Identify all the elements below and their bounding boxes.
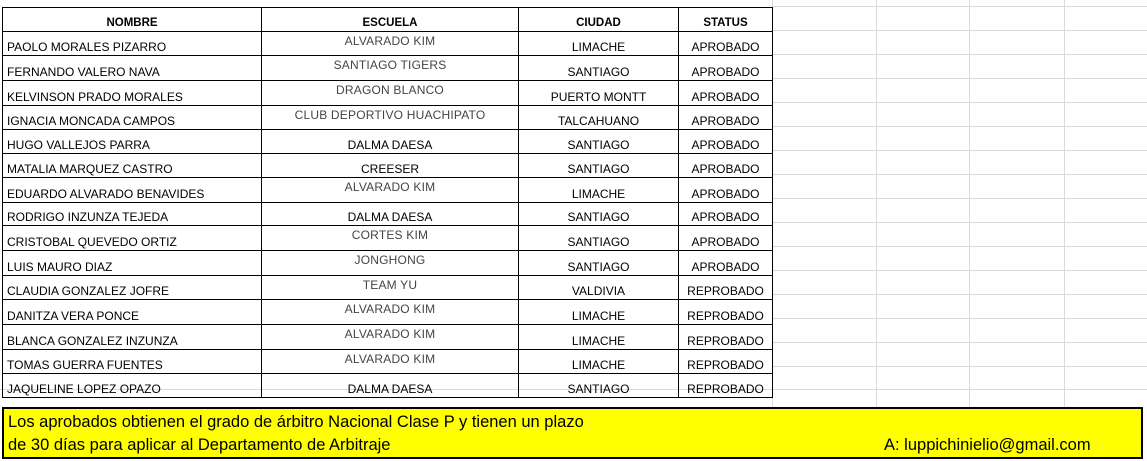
cell-nombre[interactable]: RODRIGO INZUNZA TEJEDA	[3, 202, 262, 226]
cell-escuela[interactable]: CREESER	[262, 154, 519, 178]
cell-nombre[interactable]: EDUARDO ALVARADO BENAVIDES	[3, 177, 262, 202]
gridline	[969, 0, 970, 408]
table-row	[3, 56, 773, 81]
cell-status[interactable]: APROBADO	[679, 105, 773, 130]
cell-status[interactable]: REPROBADO	[679, 324, 773, 349]
table-row	[3, 226, 773, 251]
gridline	[876, 0, 877, 408]
table-row	[3, 324, 773, 349]
gridline	[772, 342, 1147, 343]
cell-ciudad[interactable]: LIMACHE	[519, 177, 679, 202]
header-status[interactable]: STATUS	[679, 8, 773, 32]
cell-ciudad[interactable]: SANTIAGO	[519, 130, 679, 154]
table-row	[3, 154, 773, 178]
cell-nombre[interactable]: KELVINSON PRADO MORALES	[3, 81, 262, 106]
cell-escuela[interactable]: ALVARADO KIM	[262, 177, 519, 202]
table-row	[3, 130, 773, 154]
cell-nombre[interactable]: IGNACIA MONCADA CAMPOS	[3, 105, 262, 130]
cell-nombre[interactable]: FERNANDO VALERO NAVA	[3, 56, 262, 81]
table-row	[3, 202, 773, 226]
results-table	[2, 7, 773, 398]
gridline	[772, 54, 1147, 55]
cell-status[interactable]: REPROBADO	[679, 374, 773, 398]
gridline	[772, 318, 1147, 319]
cell-nombre[interactable]: MATALIA MARQUEZ CASTRO	[3, 154, 262, 178]
table-row	[3, 349, 773, 374]
gridline	[1064, 0, 1065, 408]
cell-nombre[interactable]: CRISTOBAL QUEVEDO ORTIZ	[3, 226, 262, 251]
cell-status[interactable]: APROBADO	[679, 202, 773, 226]
gridline	[772, 102, 1147, 103]
cell-status[interactable]: APROBADO	[679, 56, 773, 81]
gridline	[772, 270, 1147, 271]
cell-status[interactable]: REPROBADO	[679, 300, 773, 325]
cell-nombre[interactable]: JAQUELINE LOPEZ OPAZO	[3, 374, 262, 398]
table-row	[3, 177, 773, 202]
table-row	[3, 275, 773, 300]
cell-ciudad[interactable]: SANTIAGO	[519, 154, 679, 178]
cell-status[interactable]: APROBADO	[679, 177, 773, 202]
cell-status[interactable]: REPROBADO	[679, 275, 773, 300]
cell-escuela[interactable]: ALVARADO KIM	[262, 349, 519, 374]
cell-ciudad[interactable]: SANTIAGO	[519, 374, 679, 398]
gridline	[772, 174, 1147, 175]
gridline	[772, 198, 1147, 199]
cell-status[interactable]: APROBADO	[679, 226, 773, 251]
gridline	[772, 78, 1147, 79]
header-escuela[interactable]: ESCUELA	[262, 8, 519, 32]
cell-escuela[interactable]: ALVARADO KIM	[262, 324, 519, 349]
cell-ciudad[interactable]: LIMACHE	[519, 31, 679, 56]
cell-escuela[interactable]: DALMA DAESA	[262, 130, 519, 154]
cell-nombre[interactable]: LUIS MAURO DIAZ	[3, 250, 262, 275]
table-row	[3, 31, 773, 56]
table-row	[3, 81, 773, 106]
gridline	[772, 6, 1147, 7]
header-nombre[interactable]: NOMBRE	[3, 8, 262, 32]
cell-escuela[interactable]: DALMA DAESA	[262, 374, 519, 398]
cell-escuela[interactable]: CLUB DEPORTIVO HUACHIPATO	[262, 105, 519, 130]
cell-ciudad[interactable]: SANTIAGO	[519, 202, 679, 226]
header-ciudad[interactable]: CIUDAD	[519, 8, 679, 32]
cell-status[interactable]: APROBADO	[679, 250, 773, 275]
cell-status[interactable]: APROBADO	[679, 130, 773, 154]
gridline	[772, 366, 1147, 367]
header-row	[3, 8, 773, 32]
notice-line-2: de 30 días para aplicar al Departamento de Arbitraje	[8, 436, 391, 454]
contact-email: A: luppichinielio@gmail.com	[884, 436, 1091, 454]
cell-ciudad[interactable]: PUERTO MONTT	[519, 81, 679, 106]
cell-escuela[interactable]: JONGHONG	[262, 250, 519, 275]
gridline	[772, 126, 1147, 127]
cell-status[interactable]: APROBADO	[679, 154, 773, 178]
notice-box[interactable]	[2, 407, 1143, 459]
cell-nombre[interactable]: DANITZA VERA PONCE	[3, 300, 262, 325]
cell-ciudad[interactable]: VALDIVIA	[519, 275, 679, 300]
cell-escuela[interactable]: DRAGON BLANCO	[262, 81, 519, 106]
cell-ciudad[interactable]: TALCAHUANO	[519, 105, 679, 130]
gridline	[772, 222, 1147, 223]
gridline	[772, 294, 1147, 295]
cell-ciudad[interactable]: LIMACHE	[519, 349, 679, 374]
cell-status[interactable]: APROBADO	[679, 81, 773, 106]
cell-escuela[interactable]: ALVARADO KIM	[262, 31, 519, 56]
cell-ciudad[interactable]: LIMACHE	[519, 300, 679, 325]
cell-ciudad[interactable]: SANTIAGO	[519, 250, 679, 275]
gridline	[772, 30, 1147, 31]
gridline	[772, 246, 1147, 247]
cell-nombre[interactable]: CLAUDIA GONZALEZ JOFRE	[3, 275, 262, 300]
cell-escuela[interactable]: CORTES KIM	[262, 226, 519, 251]
table-row	[3, 374, 773, 398]
table-row	[3, 250, 773, 275]
cell-escuela[interactable]: ALVARADO KIM	[262, 300, 519, 325]
cell-escuela[interactable]: SANTIAGO TIGERS	[262, 56, 519, 81]
cell-status[interactable]: APROBADO	[679, 31, 773, 56]
cell-status[interactable]: REPROBADO	[679, 349, 773, 374]
cell-nombre[interactable]: BLANCA GONZALEZ INZUNZA	[3, 324, 262, 349]
cell-nombre[interactable]: HUGO VALLEJOS PARRA	[3, 130, 262, 154]
table-row	[3, 105, 773, 130]
cell-nombre[interactable]: PAOLO MORALES PIZARRO	[3, 31, 262, 56]
cell-ciudad[interactable]: LIMACHE	[519, 324, 679, 349]
cell-ciudad[interactable]: SANTIAGO	[519, 226, 679, 251]
cell-nombre[interactable]: TOMAS GUERRA FUENTES	[3, 349, 262, 374]
notice-line-1: Los aprobados obtienen el grado de árbitro Nacional Clase P y tienen un plazo	[8, 413, 584, 431]
table-row	[3, 300, 773, 325]
cell-ciudad[interactable]: SANTIAGO	[519, 56, 679, 81]
gridline	[772, 150, 1147, 151]
cell-escuela[interactable]: DALMA DAESA	[262, 202, 519, 226]
cell-escuela[interactable]: TEAM YU	[262, 275, 519, 300]
